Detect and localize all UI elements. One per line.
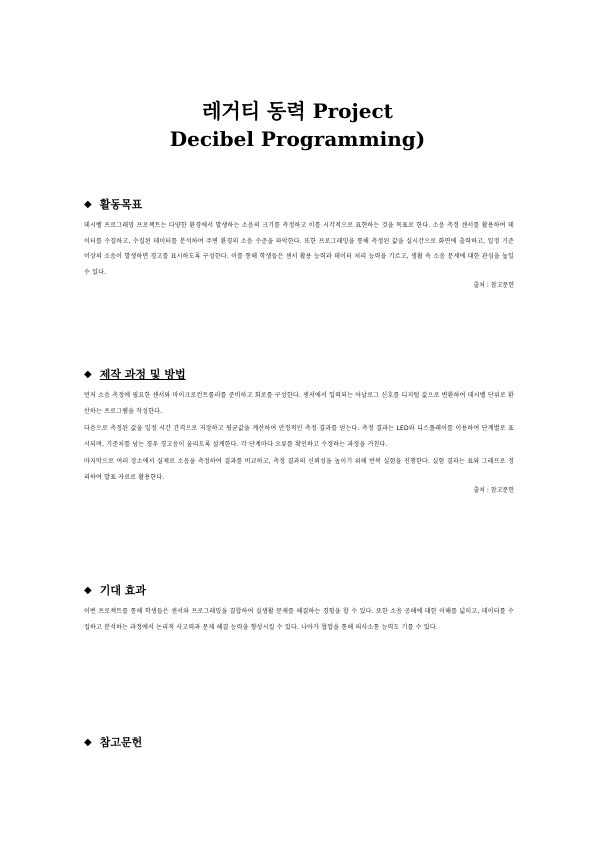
section-heading-text: 활동목표 <box>99 198 143 211</box>
section-paragraph: 이번 프로젝트를 통해 학생들은 센서와 프로그래밍을 결합하여 실생활 문제를 해결하는 경험을 할 수 있다. 또한 소음 공해에 대한 이해를 넓히고, 데이터를 수집하고 분석하는 과정에서 논리적 사고력과 문제 해결 능력을 향상시킬 수 있다. 나아가 협업을 통해 의사소통 능력도 기를 수 있다. <box>84 608 514 631</box>
section-paragraph: 다음으로 측정된 값을 일정 시간 간격으로 저장하고 평균값을 계산하여 안정적인 측정 결과를 얻는다. 측정 결과는 LED와 디스플레이를 이용하여 단계별로 표시되며, 기준치를 넘는 경우 경고음이 울리도록 설계한다. 각 단계마다 오류를 확인하고 수정하는 과정을 거친다. <box>84 425 514 448</box>
source-note: 출처 : 참고문헌 <box>473 487 514 494</box>
diamond-bullet-icon: ◆ <box>84 737 92 748</box>
section-paragraph: 먼저 소음 측정에 필요한 센서와 마이크로컨트롤러를 준비하고 회로를 구성한다. 센서에서 입력되는 아날로그 신호를 디지털 값으로 변환하여 데시벨 단위로 환산하는 프로그램을 작성한다. <box>84 392 514 415</box>
document-title-line1: 레거티 동력 Project <box>202 99 393 123</box>
section-process <box>84 368 514 494</box>
diamond-bullet-icon: ◆ <box>84 369 92 380</box>
diamond-bullet-icon: ◆ <box>84 199 92 210</box>
section-heading-text: 참고문헌 <box>99 736 143 749</box>
section-heading <box>84 368 514 382</box>
section-heading <box>84 584 514 598</box>
section-heading-text: 제작 과정 및 방법 <box>99 368 186 381</box>
diamond-bullet-icon: ◆ <box>84 585 92 596</box>
section-goals <box>84 198 514 289</box>
section-references <box>84 736 514 750</box>
section-heading <box>84 736 514 750</box>
section-heading-text: 기대 효과 <box>99 584 147 597</box>
source-note: 출처 : 참고문헌 <box>473 282 514 289</box>
section-effects <box>84 584 514 635</box>
document-title-line2: Decibel Programming) <box>169 127 426 151</box>
section-paragraph: 마지막으로 여러 장소에서 실제로 소음을 측정하여 결과를 비교하고, 측정 결과의 신뢰성을 높이기 위해 반복 실험을 진행한다. 실험 결과는 표와 그래프로 정리하여 발표 자료로 활용한다. <box>84 458 514 481</box>
section-paragraph: 데시벨 프로그래밍 프로젝트는 다양한 환경에서 발생하는 소음의 크기를 측정하고 이를 시각적으로 표현하는 것을 목표로 한다. 소음 측정 센서를 활용하여 데이터를 수집하고, 수집된 데이터를 분석하여 주변 환경의 소음 수준을 파악한다. 또한 프로그래밍을 통해 측정된 값을 실시간으로 화면에 출력하고, 일정 기준 이상의 소음이 발생하면 경고를 표시하도록 구성한다. 이를 통해 학생들은 센서 활용 능력과 데이터 처리 능력을 기르고, 생활 속 소음 문제에 대한 관심을 높일 수 있다. <box>84 222 514 276</box>
section-heading <box>84 198 514 212</box>
